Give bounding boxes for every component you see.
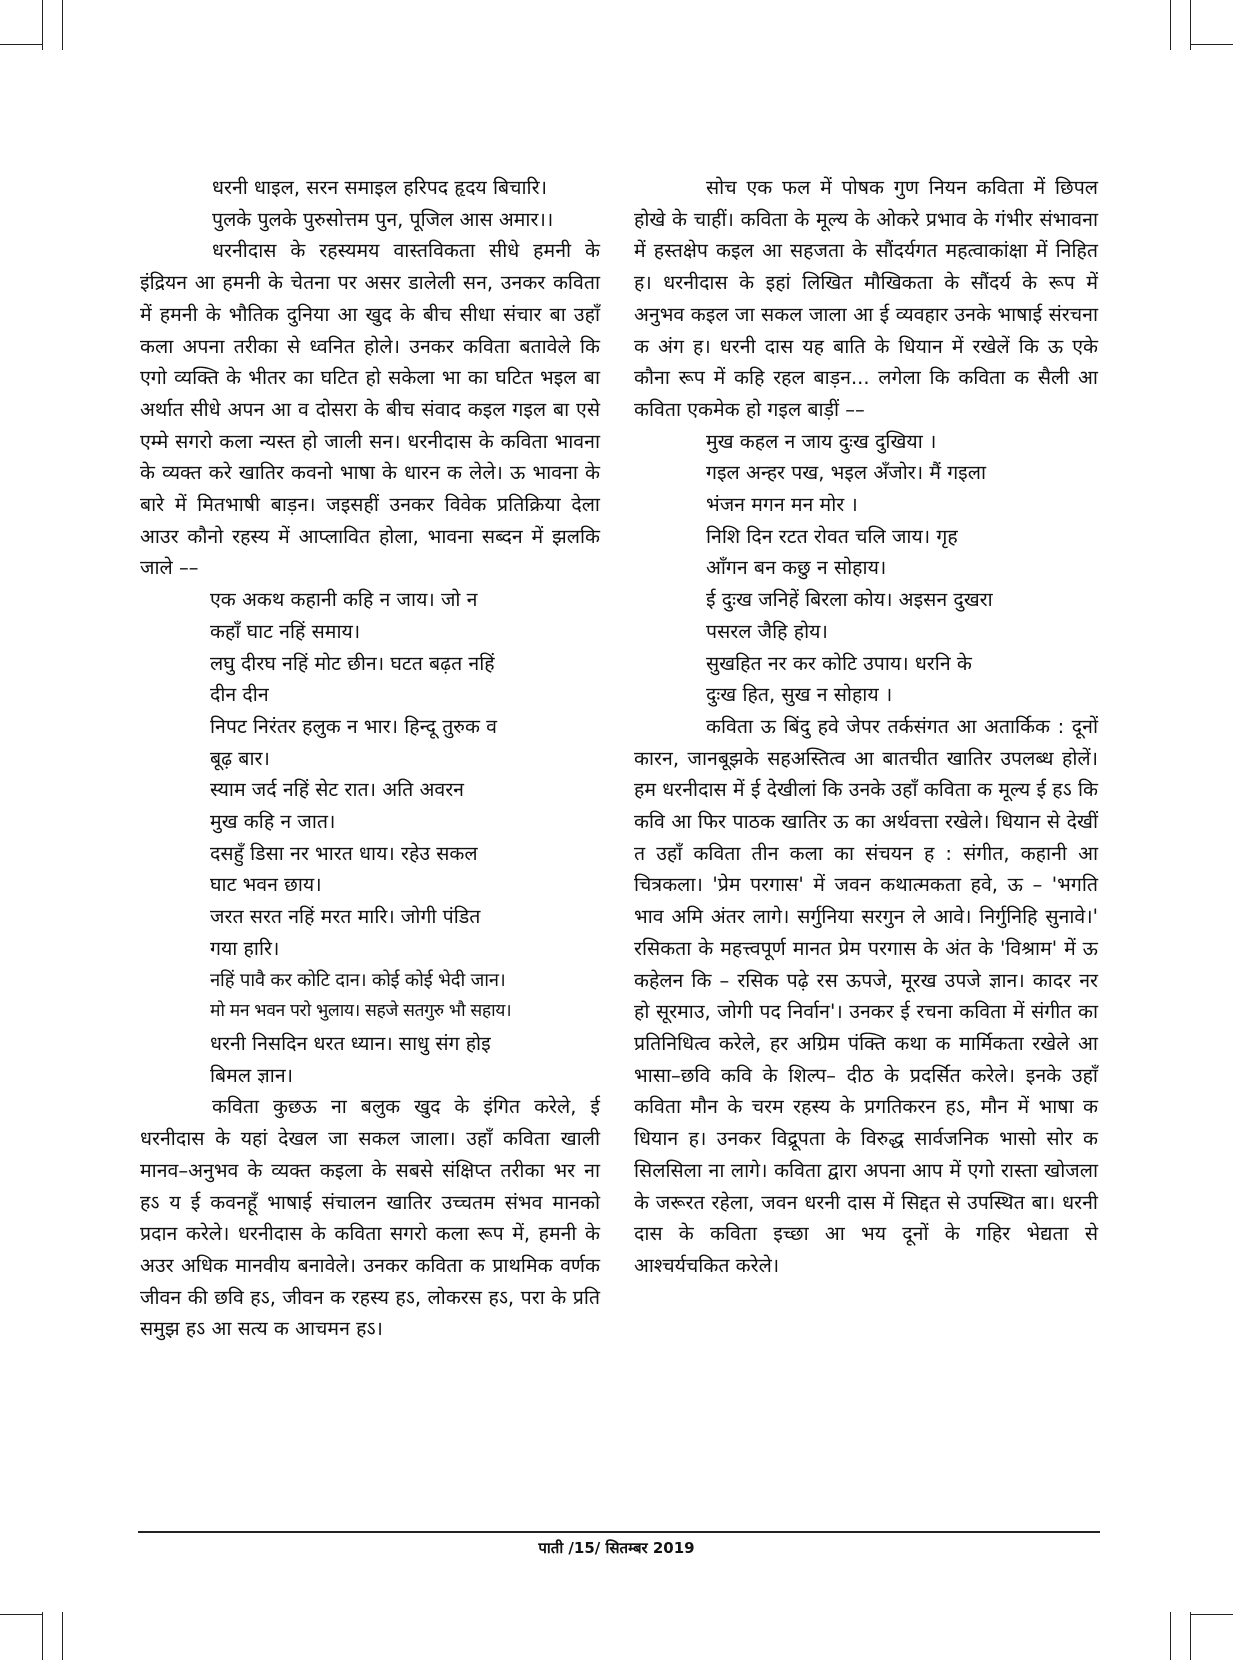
verse-line: एक अकथ कहानी कहि न जाय। जो न [210,588,478,612]
verse-line: भंजन मगन मन मोर । [706,493,858,517]
crop-mark [62,1612,63,1660]
verse-line: कहाँ घाट नहिं समाय। [210,619,361,643]
verse-line: घाट भवन छाय। [210,873,322,897]
paragraph: कविता ऊ बिंदु हवे जेपर तर्कसंगत आ अतार्किक : दूनों कारन, जानबूझके सहअस्तित्व आ बातचीत खातिर उपलब्ध होलें। हम धरनीदास में ई देखीलां कि उनके उहाँ कविता क मूल्य ई हऽ कि कवि आ फिर पाठक खातिर ऊ का अर्थवत्ता रखेले। धियान से देखीं त उहाँ कविता तीन कला का संचयन ह : संगीत, कहानी आ चित्रकला। 'प्रेम परगास' में जवन कथात्मकता हवे, ऊ – 'भगति भाव अमि अंतर लागे। सर्गुनिया सरगुन ले आवे। निर्गुनिहि सुनावे।' रसिकता के महत्त्वपूर्ण मानत प्रेम परगास के अंत के 'विश्राम' में ऊ कहेलन कि – रसिक पढ़े रस ऊपजे, मूरख उपजे ज्ञान। कादर नर हो सूरमाउ, जोगी पद निर्वान'। उनकर ई रचना कविता में संगीत का प्रतिनिधित्व करेले, हर अग्रिम पंक्ति कथा क मार्मिकता रखेले आ भासा–छवि कवि के शिल्प– दीठ के प्रदर्सित करेले। इनके उहाँ कविता मौन के चरम रहस्य के प्रगतिकरन हऽ, मौन में भाषा क धियान ह। उनकर विद्रूपता के विरुद्ध सार्वजनिक भासो सोर क सिलसिला ना लागे। कविता द्वारा अपना आप में एगो रास्ता खोजला के जरूरत रहेला, जवन धरनी दास में सिद्दत से उपस्थित बा। धरनी दास के कविता इच्छा आ भय दूनों के गहिर भेद्यता से आश्चर्यचकित करेले। [634,714,1098,1277]
verse-line: धरनी धाइल, सरन समाइल हरिपद हृदय बिचारि। [212,176,547,199]
verse-line: मो मन भवन परो भुलाय। सहजे सतगुरु भौ सहाय। [210,1001,512,1022]
crop-mark [1191,44,1233,45]
verse-line: गइल अन्हर पख, भइल अँजोर। मैं गइला [706,461,987,485]
footer-rule [138,1531,1100,1533]
verse-line: जरत सरत नहिं मरत मारि। जोगी पंडित [210,905,481,929]
verse-line: नहिं पावै कर कोटि दान। कोई कोई भेदी जान। [210,969,506,991]
crop-mark [1170,1612,1171,1660]
verse-line: सुखहित नर कर कोटि उपाय। धरनि के [706,651,972,675]
paragraph: कविता कुछऊ ना बलुक खुद के इंगित करेले, ई धरनीदास के यहां देखल जा सकल जाला। उहाँ कविता खाली मानव–अनुभव के व्यक्त कइला के सबसे संक्षिप्त तरीका भर ना हऽ य ई कवनहूँ भाषाई संचालन खातिर उच्चतम संभव मानको प्रदान करेले। धरनीदास के कविता सगरो कला रूप में, हमनी के अउर अधिक मानवीय बनावेले। उनकर कविता क प्राथमिक वर्णक जीवन की छवि हऽ, जीवन क रहस्य हऽ, लोकरस हऽ, परा के प्रति समुझ हऽ आ सत्य क आचमन हऽ। [140,1095,600,1341]
verse-line: निपट निरंतर हलुक न भार। हिन्दू तुरुक व [210,714,497,738]
crop-mark [1191,1614,1233,1615]
paragraph: धरनीदास के रहस्यमय वास्तविकता सीधे हमनी के इंद्रियन आ हमनी के चेतना पर असर डालेली सन, उनकर कविता में हमनी के भौतिक दुनिया आ खुद के बीच सीधा संचार बा उहाँ कला अपना तरीका से ध्वनित होले। उनकर कविता बतावेले कि एगो व्यक्ति के भीतर का घटित हो सकेला भा का घटित भइल बा अर्थात सीधे अपन आ व दोसरा के बीच संवाद कइल गइल बा एसे एम्मे सगरो कला न्यस्त हो जाली सन। धरनीदास के कविता भावना के व्यक्त करे खातिर कवनो भाषा के धारन क लेले। ऊ भावना के बारे में मितभाषी बाड़न। जइसहीं उनकर विवेक प्रतिक्रिया देला आउर कौनो रहस्य में आप्लावित होला, भावना सब्दन में झलकि जाले –– [140,239,600,580]
verse-line: गया हारि। [210,936,280,960]
verse-line: ई दुःख जनिहें बिरला कोय। अइसन दुखरा [706,588,993,612]
verse-line: बूढ़ बार। [210,746,270,770]
crop-mark [0,44,42,45]
verse-line: दसहुँ डिसा नर भारत धाय। रहेउ सकल [210,841,478,865]
verse-line: आँगन बन कछु न सोहाय। [706,556,887,580]
right-column [634,172,1098,1282]
paragraph: सोच एक फल में पोषक गुण नियन कविता में छिपल होखे के चाहीं। कविता के मूल्य के ओकरे प्रभाव के गंभीर संभावना में हस्तक्षेप कइल आ सहजता के सौंदर्यगत महत्वाकांक्षा में निहित ह। धरनीदास के इहां लिखित मौखिकता के सौंदर्य के रूप में अनुभव कइल जा सकल जाला आ ई व्यवहार उनके भाषाई संरचना क अंग ह। धरनी दास यह बाति के धियान में रखेलें कि ऊ एके कौना रूप में कहि रहल बाड़न... लगेला कि कविता क सैली आ कविता एकमेक हो गइल बाड़ीं –– [634,176,1098,421]
crop-mark [42,0,43,50]
verse-line: बिमल ज्ञान। [210,1063,294,1087]
verse-line: धरनी निसदिन धरत ध्यान। साधु संग होइ [210,1031,491,1055]
crop-mark [1170,0,1171,50]
crop-mark [1190,1612,1191,1660]
page-footer: पाती /15/ सितम्बर 2019 [538,1539,695,1557]
left-column [140,172,600,1345]
crop-mark [42,1612,43,1660]
crop-mark [0,1614,42,1615]
verse-line: निशि दिन रटत रोवत चलि जाय। गृह [706,524,958,548]
verse-line: स्याम जर्द नहिं सेट रात। अति अवरन [210,778,464,802]
crop-mark [1190,0,1191,50]
verse-line: मुख कहल न जाय दुःख दुखिया । [706,429,937,453]
verse-line: दीन दीन [210,683,269,707]
verse-line: पसरल जैहि होय। [706,619,828,643]
crop-mark [62,0,63,50]
verse-line: मुख कहि न जात। [210,810,336,834]
verse-line: लघु दीरघ नहिं मोट छीन। घटत बढ़त नहिं [210,651,495,675]
verse-line: पुलके पुलके पुरुसोत्तम पुन, पूजिल आस अमार।। [212,207,554,231]
verse-line: दुःख हित, सुख न सोहाय । [706,683,893,707]
